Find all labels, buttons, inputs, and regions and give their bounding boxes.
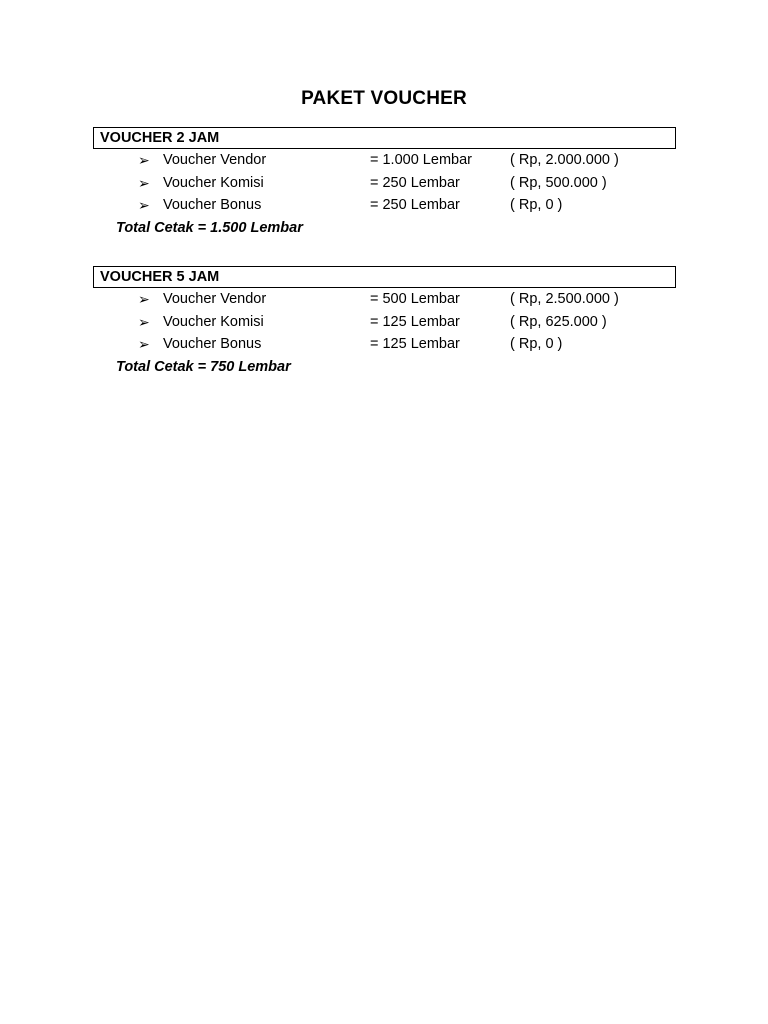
item-price: ( Rp, 2.500.000 )	[510, 291, 619, 307]
arrowhead-bullet-icon: ➢	[138, 313, 150, 330]
item-name: Voucher Komisi	[163, 174, 264, 191]
total-print-count: Total Cetak = 1.500 Lembar	[116, 219, 303, 236]
list-item	[93, 172, 676, 195]
item-quantity: = 250 Lembar	[370, 197, 460, 213]
item-quantity: = 125 Lembar	[370, 336, 460, 352]
item-price: ( Rp, 625.000 )	[510, 313, 607, 330]
voucher-5-jam-section	[93, 266, 676, 378]
voucher-2-jam-section	[93, 127, 676, 239]
page-title: PAKET VOUCHER	[301, 88, 467, 109]
arrowhead-bullet-icon: ➢	[138, 336, 150, 352]
item-name: Voucher Bonus	[163, 197, 262, 213]
item-list	[93, 288, 676, 356]
item-quantity: = 125 Lembar	[370, 313, 460, 330]
section-header: VOUCHER 2 JAM	[93, 127, 676, 149]
arrowhead-bullet-icon: ➢	[138, 174, 150, 191]
item-price: ( Rp, 0 )	[510, 197, 563, 213]
arrowhead-bullet-icon: ➢	[138, 197, 150, 213]
item-name: Voucher Komisi	[163, 313, 264, 330]
item-name: Voucher Vendor	[163, 291, 267, 307]
item-list	[93, 149, 676, 217]
list-item	[93, 149, 676, 172]
item-quantity: = 500 Lembar	[370, 291, 460, 307]
section-header: VOUCHER 5 JAM	[93, 266, 676, 288]
total-print-count: Total Cetak = 750 Lembar	[116, 358, 291, 375]
item-quantity: = 1.000 Lembar	[370, 152, 472, 168]
list-item	[93, 288, 676, 311]
list-item	[93, 333, 676, 356]
item-price: ( Rp, 0 )	[510, 336, 563, 352]
item-price: ( Rp, 500.000 )	[510, 174, 607, 191]
arrowhead-bullet-icon: ➢	[138, 152, 150, 168]
item-price: ( Rp, 2.000.000 )	[510, 152, 619, 168]
item-name: Voucher Bonus	[163, 336, 262, 352]
arrowhead-bullet-icon: ➢	[138, 291, 150, 307]
item-quantity: = 250 Lembar	[370, 174, 460, 191]
item-name: Voucher Vendor	[163, 152, 267, 168]
list-item	[93, 194, 676, 217]
list-item	[93, 311, 676, 334]
